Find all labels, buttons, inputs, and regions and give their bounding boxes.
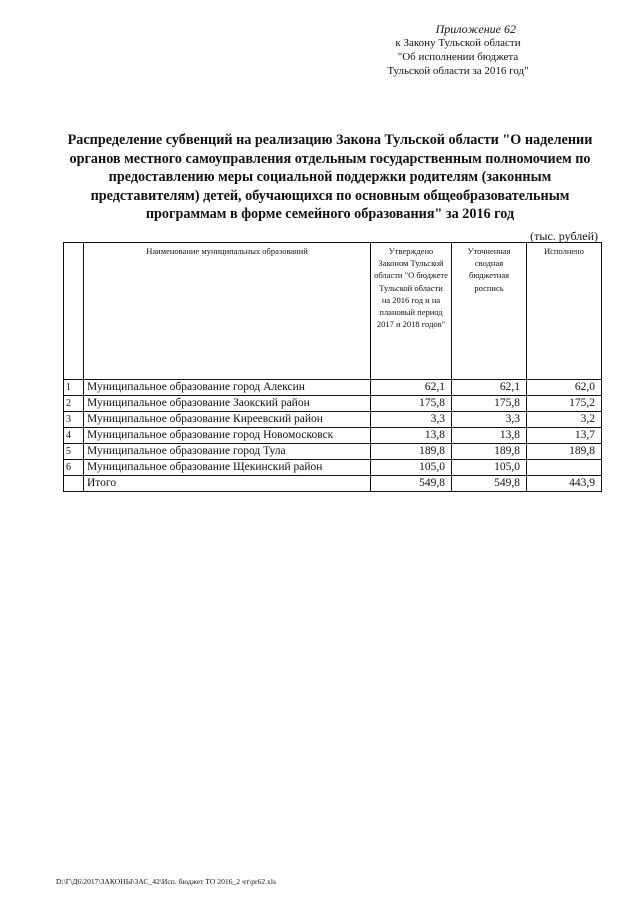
row-executed: 175,2 [527,396,602,412]
subvention-table [63,242,602,492]
header-index [64,243,84,380]
table-row [64,444,602,460]
appendix-law-title-1: "Об исполнении бюджета [397,51,519,63]
row-index: 1 [64,380,84,396]
title-line-4: представителям) детей, обучающихся по основным общеобразовательным [90,187,570,204]
row-index: 2 [64,396,84,412]
table-row [64,380,602,396]
row-approved: 3,3 [371,412,452,428]
row-revised: 175,8 [452,396,527,412]
table-row [64,460,602,476]
total-approved: 549,8 [371,476,452,492]
title-line-2: органов местного самоуправления отдельным государственным полномочием по [69,150,591,167]
total-executed: 443,9 [527,476,602,492]
header-approved: Утверждено Законом Тульской области "О бюджете Тульской области на 2016 год и на плановый период 2017 и 2018 годов" [371,243,452,380]
file-path-footer: D:\Г\Д6\2017\ЗАКОНЫ\ЗАС_42\Исп. бюджет ТО 2016_2 чт\pr62.xls [56,877,276,886]
title-line-5: программам в форме семейного образования" за 2016 год [145,206,515,222]
row-executed [527,460,602,476]
header-name: Наименование муниципальных образований [84,243,371,380]
table-row [64,396,602,412]
title-line-3: предоставлению меры социальной поддержки родителям (законным [108,169,552,185]
row-name: Муниципальное образование город Тула [84,444,371,460]
appendix-block [358,22,558,78]
appendix-law-title-2: Тульской области за 2016 год" [387,65,529,77]
row-name: Муниципальное образование Киреевский район [84,412,371,428]
appendix-law-ref: к Закону Тульской области [395,37,521,49]
row-revised: 189,8 [452,444,527,460]
document-title [60,131,600,224]
row-executed: 62,0 [527,380,602,396]
units-label: (тыс. рублей) [530,229,598,243]
row-approved: 189,8 [371,444,452,460]
row-executed: 3,2 [527,412,602,428]
row-index: 6 [64,460,84,476]
row-revised: 13,8 [452,428,527,444]
row-index: 5 [64,444,84,460]
header-executed: Исполнено [527,243,602,380]
row-revised: 105,0 [452,460,527,476]
row-index: 3 [64,412,84,428]
row-revised: 3,3 [452,412,527,428]
row-approved: 175,8 [371,396,452,412]
row-name: Муниципальное образование город Алексин [84,380,371,396]
row-revised: 62,1 [452,380,527,396]
title-line-1: Распределение субвенций на реализацию Закона Тульской области "О наделении [67,132,593,148]
total-index [64,476,84,492]
header-revised: Уточненная сводная бюджетная роспись [452,243,527,380]
total-name: Итого [84,476,371,492]
appendix-number: Приложение 62 [435,22,516,36]
table-row [64,412,602,428]
row-executed: 189,8 [527,444,602,460]
row-approved: 62,1 [371,380,452,396]
table-header-row [64,243,602,380]
row-name: Муниципальное образование Заокский район [84,396,371,412]
total-revised: 549,8 [452,476,527,492]
table-row [64,428,602,444]
row-name: Муниципальное образование Щекинский район [84,460,371,476]
row-executed: 13,7 [527,428,602,444]
row-index: 4 [64,428,84,444]
row-approved: 13,8 [371,428,452,444]
table-total-row [64,476,602,492]
row-approved: 105,0 [371,460,452,476]
row-name: Муниципальное образование город Новомосковск [84,428,371,444]
